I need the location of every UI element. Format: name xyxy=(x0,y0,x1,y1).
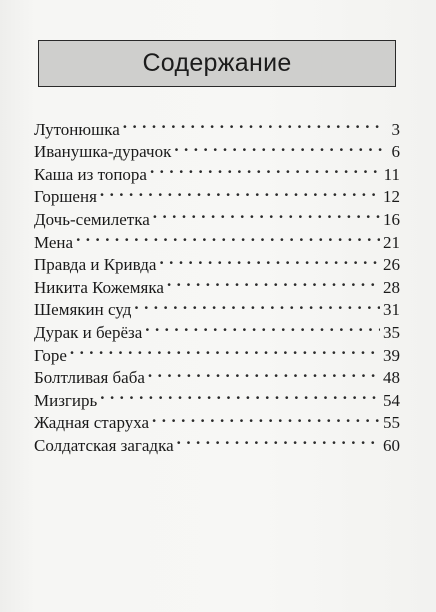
toc-entry-page: 12 xyxy=(383,187,400,207)
toc-entry-title: Горе xyxy=(34,345,67,365)
toc-entry-page: 48 xyxy=(383,368,400,388)
toc-entry-page: 11 xyxy=(383,164,400,184)
toc-leader-dots xyxy=(159,248,380,271)
toc-leader-dots xyxy=(153,202,380,225)
toc-entry-title: Каша из топора xyxy=(34,164,147,184)
toc-entry-title: Шемякин суд xyxy=(34,300,132,320)
toc-leader-dots xyxy=(174,135,383,158)
toc-leader-dots xyxy=(123,112,383,135)
toc-entry-title: Мизгирь xyxy=(34,390,98,410)
toc-entry xyxy=(34,112,400,139)
toc-entry-page: 28 xyxy=(383,277,400,297)
toc-entry-page: 3 xyxy=(391,119,400,139)
toc-entry-title: Дурак и берёза xyxy=(34,322,143,342)
toc-entry-title: Иванушка-дурачок xyxy=(34,142,172,162)
toc-entry-page: 55 xyxy=(383,413,400,433)
toc-entry xyxy=(34,248,400,275)
toc-entry-title: Лутонюшка xyxy=(34,119,120,139)
toc-entry-page: 16 xyxy=(383,209,400,229)
toc-entry-page: 35 xyxy=(383,322,400,342)
page-title: Содержание xyxy=(142,49,292,77)
toc-entry-title: Жадная старуха xyxy=(34,413,150,433)
toc-entry xyxy=(34,338,400,365)
toc-entry-page: 26 xyxy=(383,255,400,275)
toc-entry-title: Правда и Кривда xyxy=(34,255,157,275)
toc-leader-dots xyxy=(70,338,380,361)
toc-entry-page: 6 xyxy=(391,142,400,162)
toc-leader-dots xyxy=(76,225,380,248)
toc-entry-page: 21 xyxy=(383,232,400,252)
toc-entry-page: 39 xyxy=(383,345,400,365)
toc-leader-dots xyxy=(150,157,381,180)
toc-entry-title: Солдатская загадка xyxy=(34,435,174,455)
toc-leader-dots xyxy=(167,270,380,293)
toc-entry-title: Болтливая баба xyxy=(34,368,145,388)
contents-header-box xyxy=(38,40,396,87)
table-of-contents xyxy=(34,112,400,455)
toc-entry-page: 31 xyxy=(383,300,400,320)
toc-leader-dots xyxy=(145,315,380,338)
toc-entry-title: Никита Кожемяка xyxy=(34,277,164,297)
toc-leader-dots xyxy=(134,293,380,316)
toc-entry-page: 54 xyxy=(383,390,400,410)
toc-entry xyxy=(34,361,400,388)
toc-entry-page: 60 xyxy=(383,435,400,455)
toc-leader-dots xyxy=(100,180,380,203)
toc-leader-dots xyxy=(152,406,380,429)
toc-entry-title: Мена xyxy=(34,232,74,252)
toc-entry-title: Горшеня xyxy=(34,187,97,207)
toc-leader-dots xyxy=(100,383,380,406)
toc-entry xyxy=(34,225,400,252)
toc-leader-dots xyxy=(148,361,380,384)
toc-entry-title: Дочь-семилетка xyxy=(34,209,150,229)
toc-leader-dots xyxy=(177,428,380,451)
